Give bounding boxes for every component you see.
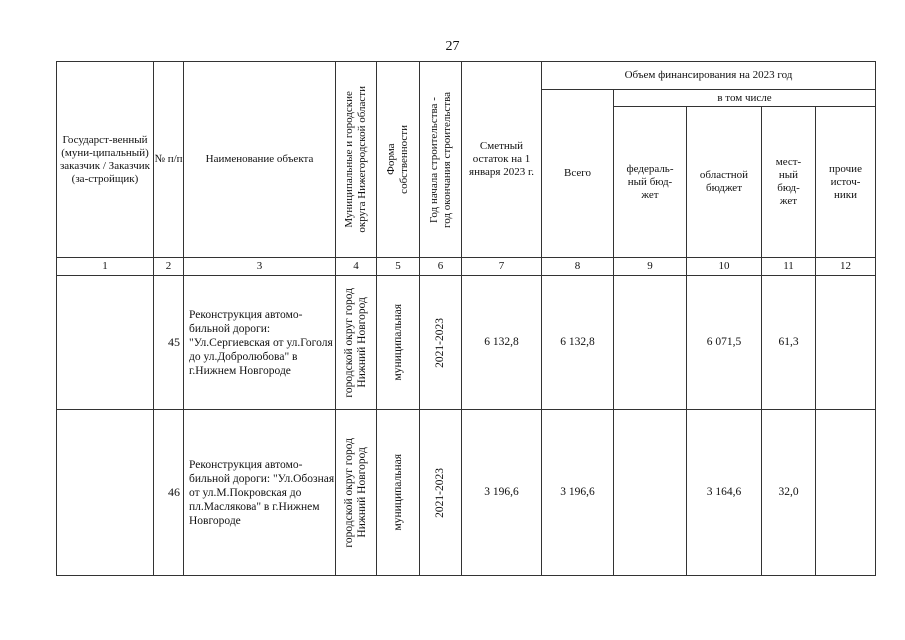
header-municipality (336, 62, 377, 258)
row-object-name: Реконструкция автомо-бильной дороги: "Ул.Сергиевская от ул.Гоголя до ул.Добролюбова" в г.Нижнем Новгороде (184, 276, 336, 410)
row-customer (57, 410, 154, 576)
financing-table (56, 61, 876, 576)
row-local: 32,0 (762, 410, 816, 576)
row-regional: 3 164,6 (687, 410, 762, 576)
column-number: 5 (377, 258, 420, 276)
row-years-text: 2021-2023 (434, 467, 446, 518)
row-estimated-balance: 6 132,8 (462, 276, 542, 410)
row-total: 3 196,6 (542, 410, 614, 576)
header-municipality-line2: округа Нижегородской области (356, 86, 368, 233)
row-number: 45 (154, 276, 184, 410)
header-object-name: Наименование объекта (184, 62, 336, 258)
column-number: 3 (184, 258, 336, 276)
row-federal (614, 276, 687, 410)
column-number: 9 (614, 258, 687, 276)
row-ownership-text: муниципальная (391, 454, 404, 531)
header-years-line2: год окончания строительства (440, 91, 453, 228)
row-number: 46 (154, 410, 184, 576)
column-number: 4 (336, 258, 377, 276)
page-number: 27 (445, 39, 460, 54)
row-other (816, 276, 876, 410)
row-object-name: Реконструкция автомо-бильной дороги: "Ул.Обозная от ул.М.Покровская до пл.Маслякова" в г.Нижнем Новгороде (184, 410, 336, 576)
row-ownership-text: муниципальная (391, 304, 404, 381)
header-years (420, 62, 462, 258)
row-estimated-balance: 3 196,6 (462, 410, 542, 576)
row-other (816, 410, 876, 576)
table-row (57, 276, 876, 410)
column-number: 12 (816, 258, 876, 276)
column-number: 2 (154, 258, 184, 276)
header-regional: областной бюджет (687, 107, 762, 258)
row-municipality-line2: Нижний Новгород (356, 297, 368, 388)
column-number: 8 (542, 258, 614, 276)
column-number: 1 (57, 258, 154, 276)
row-municipality-line1: городской округ город (343, 287, 355, 398)
header-municipality-line1: Муниципальные и городские (343, 91, 355, 228)
header-ownership (377, 62, 420, 258)
row-local: 61,3 (762, 276, 816, 410)
header-financing: Объем финансирования на 2023 год (542, 62, 876, 90)
header-total: Всего (542, 90, 614, 258)
row-municipality-line2: Нижний Новгород (356, 447, 368, 538)
row-federal (614, 410, 687, 576)
header-other: прочие источ-ники (816, 107, 876, 258)
header-ownership-line2: собственности (398, 125, 410, 194)
header-customer: Государст-венный (муни-ципальный) заказчик / Заказчик (за-стройщик) (57, 62, 154, 258)
header-number: № п/п (154, 62, 184, 258)
column-number: 6 (420, 258, 462, 276)
header-estimated-balance: Сметный остаток на 1 января 2023 г. (462, 62, 542, 258)
header-including: в том числе (614, 90, 876, 107)
column-number: 10 (687, 258, 762, 276)
row-municipality (336, 410, 377, 576)
row-municipality (336, 276, 377, 410)
table-row (57, 410, 876, 576)
row-ownership (377, 276, 420, 410)
header-federal: федераль-ный бюд-жет (614, 107, 687, 258)
row-regional: 6 071,5 (687, 276, 762, 410)
row-total: 6 132,8 (542, 276, 614, 410)
row-ownership (377, 410, 420, 576)
row-municipality-line1: городской округ город (343, 437, 355, 548)
header-ownership-line1: Форма (385, 143, 397, 176)
column-number: 11 (762, 258, 816, 276)
column-number: 7 (462, 258, 542, 276)
row-years-text: 2021-2023 (434, 317, 446, 368)
header-years-line1: Год начала строительства - (427, 96, 440, 223)
row-customer (57, 276, 154, 410)
row-years (420, 276, 462, 410)
row-years (420, 410, 462, 576)
header-local: мест-ный бюд-жет (762, 107, 816, 258)
column-number-row (57, 258, 876, 276)
